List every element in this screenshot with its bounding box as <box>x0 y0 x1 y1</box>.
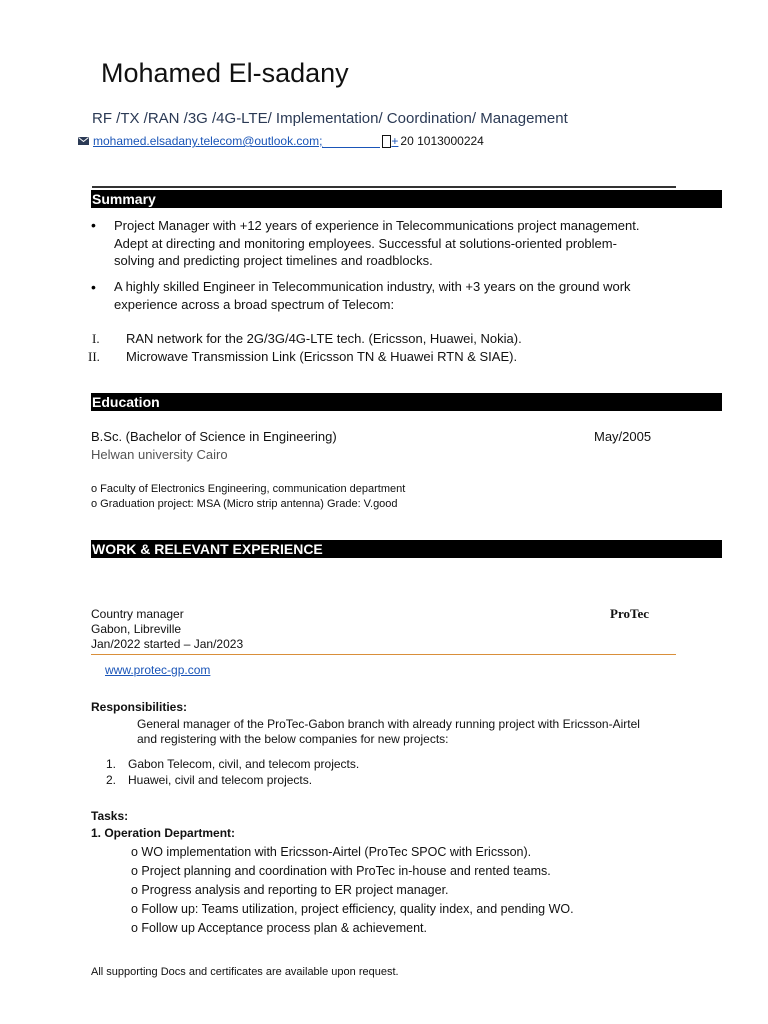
department-label: 1. Operation Department: <box>91 826 236 840</box>
numbered-item-2: Huawei, civil and telecom projects. <box>128 773 313 787</box>
footer-note: All supporting Docs and certificates are available upon request. <box>91 966 399 978</box>
list-number: 2. <box>106 773 117 787</box>
experience-heading: WORK & RELEVANT EXPERIENCE <box>91 540 722 558</box>
email-link[interactable]: mohamed.elsadany.telecom@outlook.com; <box>93 134 323 148</box>
roman-marker: II. <box>88 349 100 364</box>
roman-marker: I. <box>92 331 100 346</box>
university: Helwan university Cairo <box>91 447 228 462</box>
phone-plus: + <box>391 134 399 148</box>
summary-bullet-2: A highly skilled Engineer in Telecommunication industry, with +3 years on the ground work experience across a broad spectrum of Telecom: <box>114 279 631 312</box>
envelope-icon <box>78 137 89 145</box>
summary-heading: Summary <box>91 190 722 208</box>
headline: RF /TX /RAN /3G /4G-LTE/ Implementation/ Coordination/ Management <box>92 110 568 127</box>
candidate-name: Mohamed El-sadany <box>101 58 349 88</box>
education-detail: o Faculty of Electronics Engineering, communication department <box>91 483 406 495</box>
bullet-dot: • <box>91 217 96 233</box>
list-number: 1. <box>106 757 117 771</box>
company-name: ProTec <box>610 606 649 621</box>
degree: B.Sc. (Bachelor of Science in Engineering) <box>91 429 337 444</box>
contact-line <box>78 134 484 148</box>
summary-bullet-1: Project Manager with +12 years of experience in Telecommunications project management. Adept at directing and monitoring employees. Successful at solutions-oriented problem-solving and predicting project timelines and roadblocks. <box>114 218 640 268</box>
underline-gap <box>322 134 380 148</box>
phone-icon <box>382 135 391 148</box>
job-period: Jan/2022 started – Jan/2023 <box>91 637 244 651</box>
task-item: o Follow up: Teams utilization, project efficiency, quality index, and pending WO. <box>131 902 574 916</box>
job-location: Gabon, Libreville <box>91 622 182 636</box>
task-item: o Progress analysis and reporting to ER project manager. <box>131 883 449 897</box>
header-divider <box>92 186 676 188</box>
degree-date: May/2005 <box>594 429 652 444</box>
education-heading: Education <box>91 393 722 411</box>
company-website-link[interactable]: www.protec-gp.com <box>105 663 211 677</box>
education-detail: o Graduation project: MSA (Micro strip antenna) Grade: V.good <box>91 498 398 510</box>
bullet-dot: • <box>91 279 96 295</box>
numbered-item-1: Gabon Telecom, civil, and telecom projects. <box>128 757 360 771</box>
responsibilities-text: General manager of the ProTec-Gabon branch with already running project with Ericsson-Airtel and registering with the below companies for new projects: <box>137 717 640 746</box>
responsibilities-label: Responsibilities: <box>91 700 188 714</box>
phone-number: 20 1013000224 <box>400 134 484 148</box>
job-role: Country manager <box>91 607 184 621</box>
task-item: o Follow up Acceptance process plan & achievement. <box>131 921 428 935</box>
task-item: o Project planning and coordination with ProTec in-house and rented teams. <box>131 864 551 878</box>
roman-item-2: Microwave Transmission Link (Ericsson TN & Huawei RTN & SIAE). <box>126 349 518 364</box>
task-item: o WO implementation with Ericsson-Airtel (ProTec SPOC with Ericsson). <box>131 845 532 859</box>
tasks-label: Tasks: <box>91 809 129 823</box>
job-divider <box>91 654 676 655</box>
roman-item-1: RAN network for the 2G/3G/4G-LTE tech. (Ericsson, Huawei, Nokia). <box>126 331 522 346</box>
